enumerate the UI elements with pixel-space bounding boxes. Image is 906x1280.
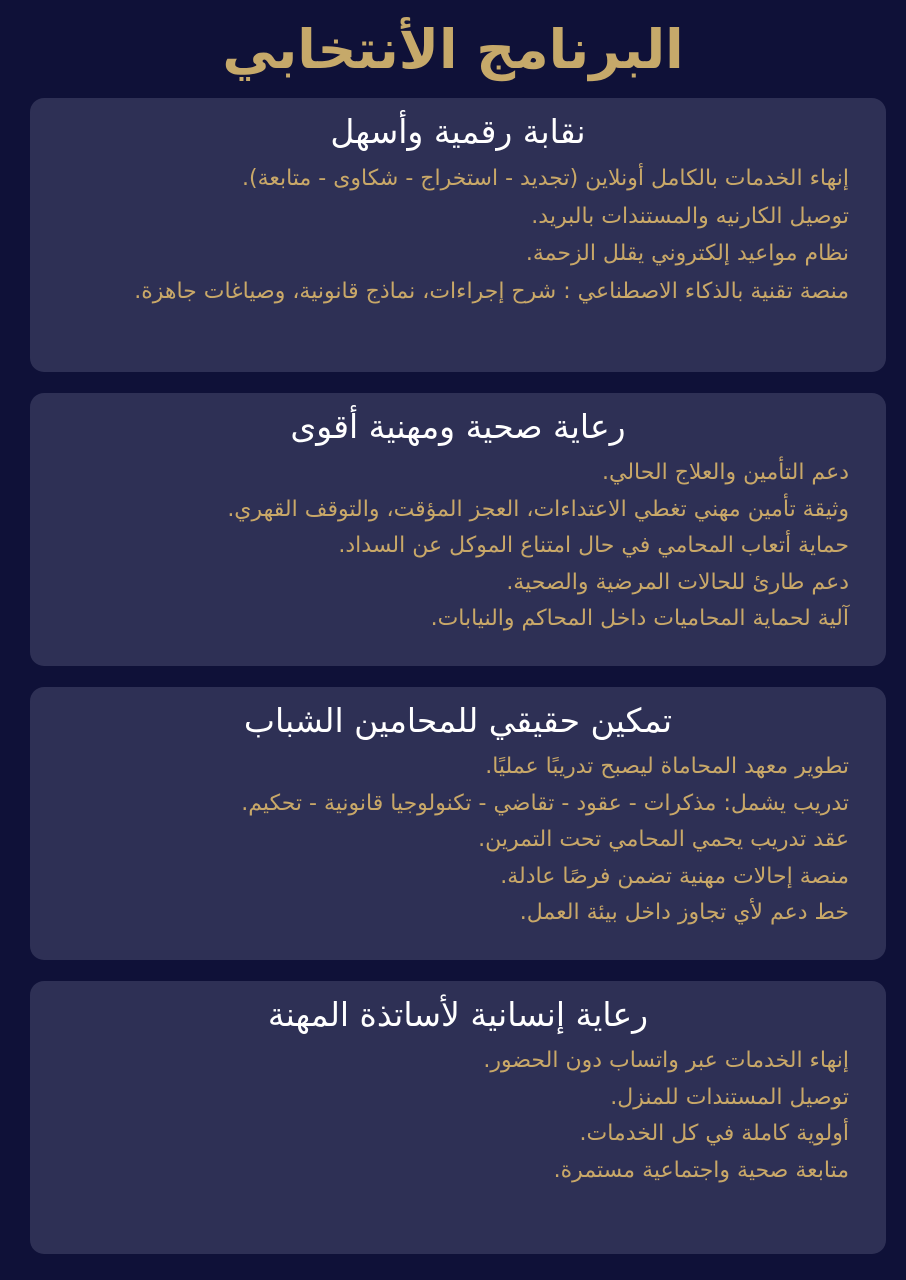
- section-title: نقابة رقمية وأسهل: [330, 112, 586, 151]
- list-item: توصيل المستندات للمنزل.: [610, 1084, 849, 1110]
- list-item: تطوير معهد المحاماة ليصبح تدريبًا عمليًا.: [485, 754, 849, 779]
- list-item: منصة تقنية بالذكاء الاصطناعي : شرح إجراءات، نماذج قانونية، وصياغات جاهزة.: [134, 278, 849, 304]
- list-item: تدريب يشمل: مذكرات - عقود - تقاضي - تكنولوجيا قانونية - تحكيم.: [241, 790, 849, 816]
- list-item: نظام مواعيد إلكتروني يقلل الزحمة.: [525, 241, 849, 266]
- list-item: وثيقة تأمين مهني تغطي الاعتداءات، العجز المؤقت، والتوقف القهري.: [227, 496, 849, 522]
- list-item: توصيل الكارنيه والمستندات بالبريد.: [531, 203, 849, 229]
- section-health-care: [30, 393, 886, 666]
- section-young-lawyers: [30, 687, 886, 960]
- list-item: منصة إحالات مهنية تضمن فرصًا عادلة.: [500, 863, 849, 889]
- list-item: حماية أتعاب المحامي في حال امتناع الموكل عن السداد.: [338, 533, 849, 558]
- page-title: البرنامج الأنتخابي: [222, 18, 684, 81]
- list-item: آلية لحماية المحاميات داخل المحاكم والنيابات.: [430, 606, 849, 631]
- section-title: رعاية صحية ومهنية أقوى: [290, 407, 626, 446]
- list-item: عقد تدريب يحمي المحامي تحت التمرين.: [478, 827, 849, 852]
- section-title: تمكين حقيقي للمحامين الشباب: [243, 701, 673, 740]
- section-items-list: [67, 160, 849, 310]
- list-item: متابعة صحية واجتماعية مستمرة.: [553, 1157, 849, 1183]
- list-item: إنهاء الخدمات عبر واتساب دون الحضور.: [483, 1048, 849, 1073]
- list-item: أولوية كاملة في كل الخدمات.: [579, 1121, 849, 1146]
- section-senior-lawyers: [30, 981, 886, 1254]
- section-digital-syndicate: [30, 98, 886, 372]
- section-items-list: [67, 455, 849, 638]
- section-title: رعاية إنسانية لأساتذة المهنة: [267, 995, 649, 1034]
- list-item: دعم طارئ للحالات المرضية والصحية.: [506, 569, 849, 595]
- section-items-list: [67, 749, 849, 932]
- list-item: إنهاء الخدمات بالكامل أونلاين (تجديد - استخراج - شكاوى - متابعة).: [242, 166, 849, 191]
- list-item: خط دعم لأي تجاوز داخل بيئة العمل.: [519, 900, 849, 925]
- section-items-list: [67, 1043, 849, 1189]
- list-item: دعم التأمين والعلاج الحالي.: [601, 460, 849, 485]
